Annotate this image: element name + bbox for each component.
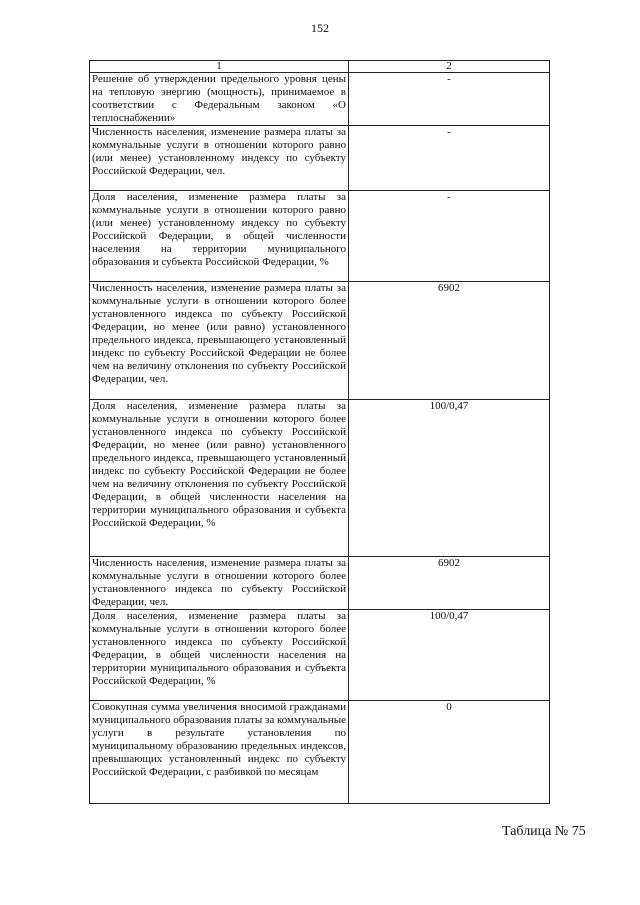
row-label-cell bbox=[90, 126, 349, 191]
row-value-cell bbox=[349, 126, 550, 191]
table-row bbox=[90, 557, 550, 610]
table-row bbox=[90, 400, 550, 557]
row-value: 6902 bbox=[438, 557, 460, 569]
row-value-cell bbox=[349, 282, 550, 400]
row-label: Доля населения, изменение размера платы за коммунальные услуги в отношении которого более установленного индекса по субъекту Российской Федерации, но менее (или равно) установленного предельного индекса, превышающего установленный индекс по субъекту Российской Федерации не более чем на величину отклонения по субъекту Российской Федерации, в общей численности населения на территории муниципального образования и субъекта Российской Федерации, % bbox=[92, 400, 346, 529]
table-header-row bbox=[90, 61, 550, 73]
row-label: Численность населения, изменение размера платы за коммунальные услуги в отношении которого более установленного индекса по субъекту Российской Федерации, чел. bbox=[92, 557, 346, 608]
row-label-cell bbox=[90, 400, 349, 557]
row-label-cell bbox=[90, 557, 349, 610]
row-label: Совокупная сумма увеличения вносимой гражданами муниципального образования платы за коммунальные услуги в результате установления по муниципальному образованию предельных индексов, превышающих установленный индекс по субъекту Российской Федерации, с разбивкой по месяцам bbox=[92, 701, 346, 778]
row-value: - bbox=[447, 191, 451, 203]
row-value: 100/0,47 bbox=[429, 400, 469, 412]
row-label-cell bbox=[90, 282, 349, 400]
row-label: Численность населения, изменение размера платы за коммунальные услуги в отношении которого более установленного индекса по субъекту Российской Федерации, но менее (или равно) установленного предельного индекса, превышающего установленный индекс по субъекту Российской Федерации не более чем на величину отклонения по субъекту Российской Федерации, чел. bbox=[92, 282, 346, 385]
table-row bbox=[90, 73, 550, 126]
table-row bbox=[90, 610, 550, 701]
table-header-cell-1: 1 bbox=[90, 61, 349, 73]
row-label-cell bbox=[90, 73, 349, 126]
row-label: Доля населения, изменение размера платы за коммунальные услуги в отношении которого равно (или менее) установленному индексу по субъекту Российской Федерации, в общей численности населения на территории муниципального образования и субъекта Российской Федерации, % bbox=[92, 191, 346, 268]
row-value-cell bbox=[349, 701, 550, 804]
row-value: 6902 bbox=[438, 282, 460, 294]
row-label: Решение об утверждении предельного уровня цены на тепловую энергию (мощность), принимаемое в соответствии с Федеральным законом «О теплоснабжении» bbox=[92, 73, 346, 124]
table-caption: Таблица № 75 bbox=[502, 824, 586, 839]
table-row bbox=[90, 126, 550, 191]
table-row bbox=[90, 282, 550, 400]
page-number: 152 bbox=[311, 21, 329, 35]
row-value: - bbox=[447, 73, 451, 85]
row-value-cell bbox=[349, 610, 550, 701]
data-table bbox=[89, 60, 550, 804]
row-label-cell bbox=[90, 610, 349, 701]
row-value: 0 bbox=[446, 701, 452, 713]
row-label-cell bbox=[90, 191, 349, 282]
row-value-cell bbox=[349, 400, 550, 557]
row-label: Численность населения, изменение размера платы за коммунальные услуги в отношении которого равно (или менее) установленному индексу по субъекту Российской Федерации, чел. bbox=[92, 126, 346, 177]
table-row bbox=[90, 191, 550, 282]
row-value-cell bbox=[349, 73, 550, 126]
row-label: Доля населения, изменение размера платы за коммунальные услуги в отношении которого более установленного индекса по субъекту Российской Федерации, в общей численности населения на территории муниципального образования и субъекта Российской Федерации, % bbox=[92, 610, 346, 687]
row-value-cell bbox=[349, 191, 550, 282]
table-header-cell-2: 2 bbox=[349, 61, 550, 73]
row-value: 100/0,47 bbox=[429, 610, 469, 622]
row-label-cell bbox=[90, 701, 349, 804]
row-value: - bbox=[447, 126, 451, 138]
row-value-cell bbox=[349, 557, 550, 610]
table-row bbox=[90, 701, 550, 804]
